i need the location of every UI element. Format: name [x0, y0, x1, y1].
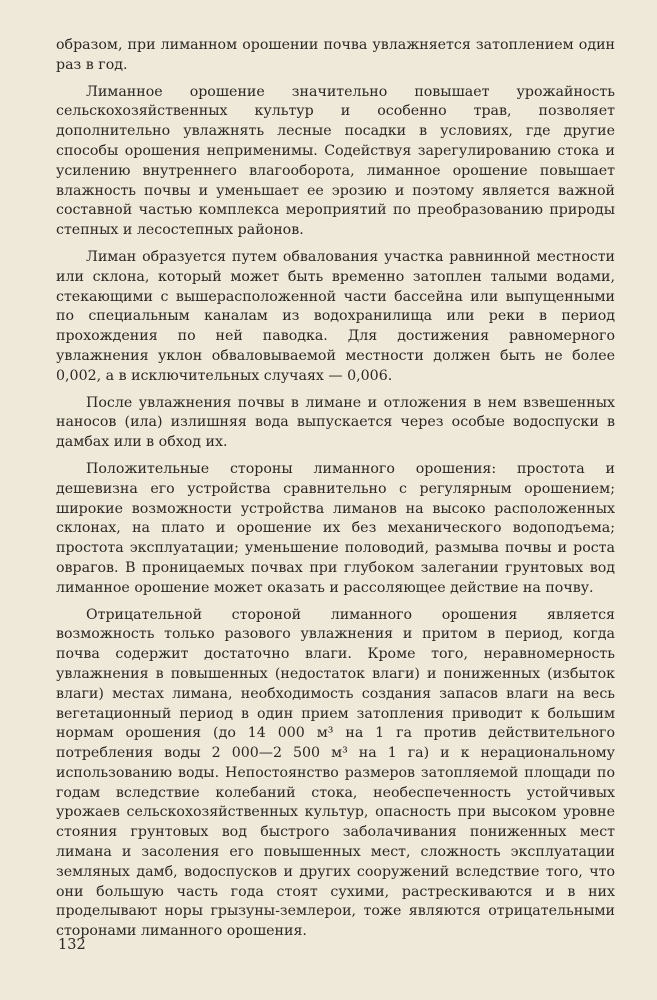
page-number: 132 [58, 937, 86, 953]
paragraph-benefits-overview: Лиманное орошение значительно повышает урожайность сельскохозяйственных культур и особенно трав, позволяет дополнительно увлажнять лесные посадки в условиях, где другие способы орошения неприменимы. Содействуя зарегулированию стока и усилению внутреннего влагооборота, лиманное орошение повышает влажность почвы и уменьшает ее эрозию и поэтому является важной составной частью комплекса мероприятий по преобразованию природы степных и лесостепных районов. [56, 83, 615, 239]
page-body [56, 36, 615, 949]
paragraph-positive-sides: Положительные стороны лиманного орошения: простота и дешевизна его устройства сравнительно с регулярным орошением; широкие возможности устройства лиманов на высоко расположенных склонах, на плато и орошение их без механического водоподъема; простота эксплуатации; уменьшение половодий, размыва почвы и роста оврагов. В проницаемых почвах при глубоком залегании грунтовых вод лиманное орошение может оказать и рассоляющее действие на почву. [56, 460, 615, 596]
paragraph-continuation: образом, при лиманном орошении почва увлажняется затоплением один раз в год. [56, 37, 615, 73]
paragraph-water-release: После увлажнения почвы в лимане и отложения в нем взвешенных наносов (ила) излишняя вода выпускается через особые водоспуски в дамбах или в обход их. [56, 394, 615, 451]
paragraph-liman-formation: Лиман образуется путем обвалования участка равнинной местности или склона, который может быть временно затоплен талыми водами, стекающими с вышерасположенной части бассейна или выпущенными по специальным каналам из водохранилища или реки в период прохождения по ней паводка. Для достижения равномерного увлажнения уклон обваловываемой местности должен быть не более 0,002, а в исключительных случаях — 0,006. [56, 248, 615, 384]
paragraph-negative-sides: Отрицательной стороной лиманного орошения является возможность только разового увлажнения и притом в период, когда почва содержит достаточно влаги. Кроме того, неравномерность увлажнения в повышенных (недостаток влаги) и пониженных (избыток влаги) местах лимана, необходимость создания запасов влаги на весь вегетационный период в один прием затопления приводит к большим нормам орошения (до 14 000 м³ на 1 га против действительного потребления воды 2 000—2 500 м³ на 1 га) и к нерациональному использованию воды. Непостоянство размеров затопляемой площади по годам вследствие колебаний стока, необеспеченность устойчивых урожаев сельскохозяйственных культур, опасность при высоком уровне стояния грунтовых вод быстрого заболачивания пониженных мест лимана и засоления его повышенных мест, сложность эксплуатации земляных дамб, водоспусков и других сооружений вследствие того, что они большую часть года стоят сухими, растрескиваются и в них проделывают норы грызуны-землерои, тоже являются отрицательными сторонами лиманного орошения. [56, 606, 615, 940]
